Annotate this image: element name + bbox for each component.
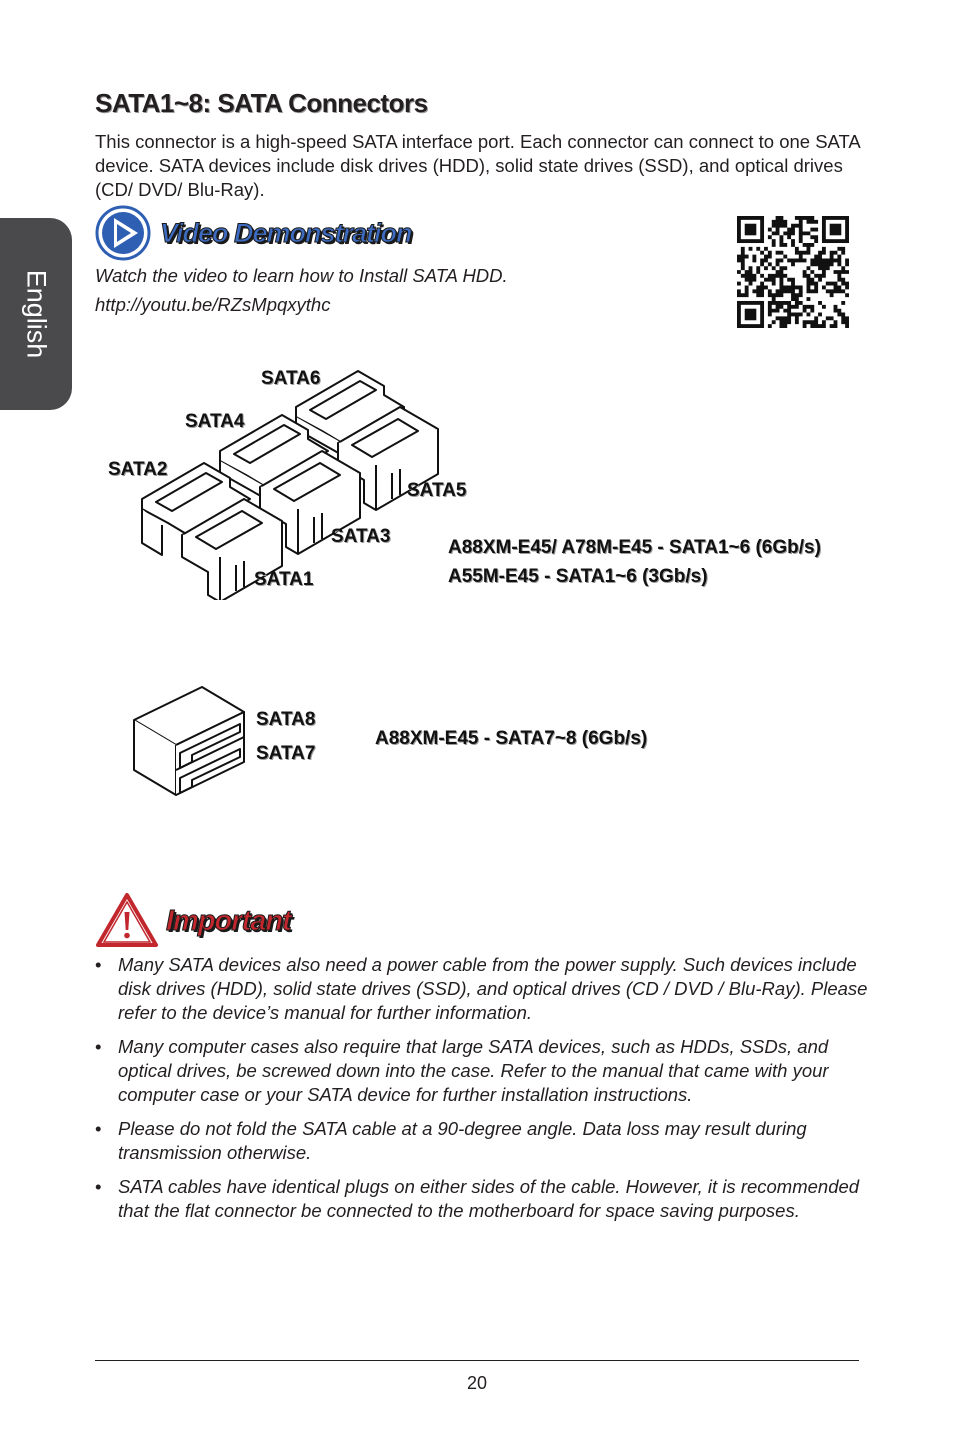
video-heading: Video Demonstration bbox=[160, 218, 412, 248]
spec-line-3: A88XM-E45 - SATA7~8 (6Gb/s) bbox=[375, 728, 648, 749]
note-text: SATA cables have identical plugs on either sides of the cable. However, it is recommended that the flat connector be connected to the motherboard for space saving purposes. bbox=[118, 1176, 860, 1221]
footer-divider bbox=[95, 1360, 859, 1361]
play-circle-icon[interactable] bbox=[95, 205, 151, 261]
section-title: SATA1~8: SATA Connectors bbox=[95, 88, 428, 118]
video-description: Watch the video to learn how to Install SATA HDD. bbox=[95, 265, 508, 286]
sata1-6-connector-diagram bbox=[100, 365, 460, 600]
video-link[interactable]: http://youtu.be/RZsMpqxythc bbox=[95, 294, 331, 315]
bullet: • bbox=[95, 954, 102, 975]
label-sata6: SATA6 bbox=[261, 368, 321, 389]
label-sata7: SATA7 bbox=[256, 743, 316, 764]
language-tab-label: English bbox=[21, 269, 52, 359]
label-sata2: SATA2 bbox=[108, 459, 168, 480]
important-note bbox=[95, 953, 870, 1025]
label-sata4: SATA4 bbox=[185, 411, 245, 432]
important-note bbox=[95, 1035, 870, 1107]
important-note bbox=[95, 1175, 870, 1223]
qr-code-icon bbox=[737, 216, 849, 328]
spec-line-1: A88XM-E45/ A78M-E45 - SATA1~6 (6Gb/s) bbox=[448, 537, 821, 558]
warning-triangle-icon bbox=[95, 892, 159, 948]
important-note bbox=[95, 1117, 870, 1165]
note-text: Many computer cases also require that large SATA devices, such as HDDs, SSDs, and optical drives, be screwed down into the case. Refer to the manual that came with your computer case or your SATA device for further installation instructions. bbox=[118, 1036, 829, 1105]
bullet: • bbox=[95, 1176, 102, 1197]
important-heading: Important bbox=[166, 905, 291, 937]
important-notes-list bbox=[95, 953, 870, 1233]
bullet: • bbox=[95, 1036, 102, 1057]
language-tab bbox=[0, 218, 72, 410]
page-number: 20 bbox=[466, 1373, 488, 1393]
spec-line-2: A55M-E45 - SATA1~6 (3Gb/s) bbox=[448, 566, 708, 587]
sata7-8-connector-diagram bbox=[128, 682, 253, 807]
label-sata8: SATA8 bbox=[256, 709, 316, 730]
label-sata5: SATA5 bbox=[407, 480, 467, 501]
note-text: Many SATA devices also need a power cable from the power supply. Such devices include disk drives (HDD), solid state drives (SSD), and optical drives (CD / DVD / Blu-Ray). Please refer to the device’s manual for further information. bbox=[118, 954, 868, 1023]
note-text: Please do not fold the SATA cable at a 90-degree angle. Data loss may result during transmission otherwise. bbox=[118, 1118, 807, 1163]
label-sata1: SATA1 bbox=[254, 569, 314, 590]
section-intro: This connector is a high-speed SATA interface port. Each connector can connect to one SATA device. SATA devices include disk drives (HDD), solid state drives (SSD), and optical drives (CD/ DVD/ Blu-Ray). bbox=[95, 131, 860, 200]
bullet: • bbox=[95, 1118, 102, 1139]
label-sata3: SATA3 bbox=[331, 526, 391, 547]
